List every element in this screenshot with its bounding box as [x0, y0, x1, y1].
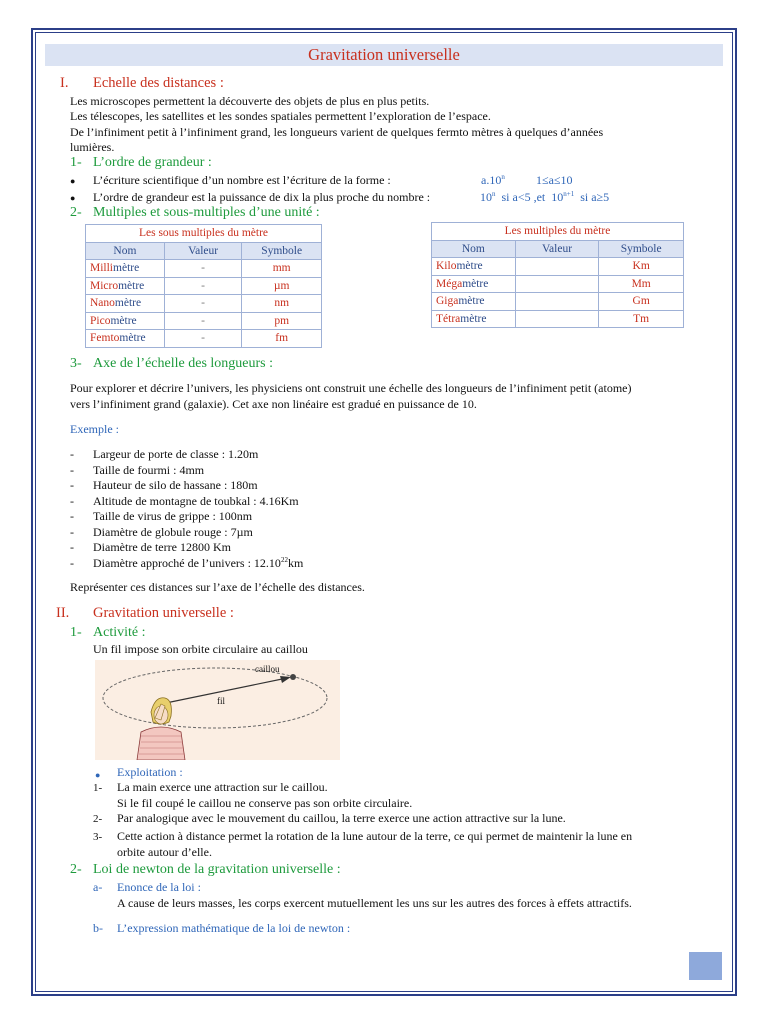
subsection-1-title: L’ordre de grandeur :	[93, 155, 212, 170]
unit-value	[515, 258, 599, 276]
example-label: Exemple :	[70, 422, 119, 436]
unit-value: -	[164, 312, 242, 330]
list-item: Diamètre de globule rouge : 7µm	[93, 525, 253, 539]
exploitation-item-1-line-1: La main exerce une attraction sur le caillou.	[117, 780, 328, 794]
unit-symbol: Km	[599, 258, 684, 276]
table-row	[86, 330, 322, 348]
page-title: Gravitation universelle	[45, 44, 723, 66]
item-number: 1-	[93, 782, 103, 794]
closing-instruction: Représenter ces distances sur l’axe de l’échelle des distances.	[70, 580, 365, 594]
list-dash: -	[70, 447, 74, 461]
subsection-2-1-title: Activité :	[93, 625, 146, 640]
unit-name: Picomètre	[86, 312, 165, 330]
list-item: Altitude de montagne de toubkal : 4.16Km	[93, 494, 299, 508]
multiples-table	[431, 222, 684, 328]
orbit-drawing	[95, 660, 340, 760]
unit-name: Mégamètre	[432, 275, 516, 293]
exploitation-item-3-line-2: orbite autour d’elle.	[117, 845, 212, 859]
subitem-b-number: b-	[93, 921, 103, 935]
bullet-icon: ●	[70, 193, 76, 203]
law-statement-text: A cause de leurs masses, les corps exercent mutuellement les uns sur les autres des forces à effets attractifs.	[117, 896, 632, 910]
submultiples-table	[85, 224, 322, 348]
exploitation-item-1-line-2: Si le fil coupé le caillou ne conserve pas son orbite circulaire.	[117, 796, 413, 810]
fil-label: fil	[217, 696, 225, 706]
scientific-notation-condition: 1≤a≤10	[536, 173, 573, 187]
unit-symbol: fm	[242, 330, 322, 348]
activity-intro: Un fil impose son orbite circulaire au caillou	[93, 642, 308, 656]
unit-name: Kilomètre	[432, 258, 516, 276]
scientific-notation-formula: a.10$^n$	[481, 173, 505, 187]
exploitation-item-2-line-1: Par analogique avec le mouvement du caillou, la terre exerce une action attractive sur la lune.	[117, 811, 566, 825]
item-number: 3-	[93, 831, 103, 843]
table-row	[432, 293, 684, 311]
scale-paragraph-line-2: vers l’infiniment grand (galaxie). Cet axe non linéaire est gradué en puissance de 10.	[70, 397, 477, 411]
caillou-label: caillou	[255, 664, 280, 674]
subitem-a-number: a-	[93, 880, 103, 894]
scientific-notation-text: L’écriture scientifique d’un nombre est l’écriture de la forme :	[93, 173, 391, 187]
list-item: Largeur de porte de classe : 1.20m	[93, 447, 259, 461]
intro-line-4: lumières.	[70, 140, 115, 154]
unit-symbol: nm	[242, 295, 322, 313]
table-header: Nom	[86, 242, 165, 260]
orbit-illustration	[95, 660, 340, 760]
table-header: Symbole	[242, 242, 322, 260]
list-dash: -	[70, 540, 74, 554]
unit-name: Nanomètre	[86, 295, 165, 313]
intro-line-1: Les microscopes permettent la découverte des objets de plus en plus petits.	[70, 94, 430, 108]
unit-value: -	[164, 277, 242, 295]
list-item: Taille de fourmi : 4mm	[93, 463, 205, 477]
bullet-icon: ●	[70, 176, 76, 186]
unit-symbol: pm	[242, 312, 322, 330]
unit-value	[515, 275, 599, 293]
list-item: Hauteur de silo de hassane : 180m	[93, 478, 258, 492]
subsection-3-title: Axe de l’échelle des longueurs :	[93, 356, 273, 371]
table-caption: Les multiples du mètre	[432, 223, 684, 241]
subsection-2-2-number: 2-	[70, 862, 82, 877]
unit-symbol: Mm	[599, 275, 684, 293]
order-of-magnitude-formula: 10$^n$ si a<5 ,et $10^{n+1}$ si a≥5	[480, 190, 610, 204]
item-number: 2-	[93, 813, 103, 825]
unit-value: -	[164, 330, 242, 348]
subsection-1-number: 1-	[70, 155, 82, 170]
list-item: Diamètre approché de l’univers : 12.10$^{22}$km	[93, 556, 304, 570]
subsection-3-number: 3-	[70, 356, 82, 371]
scale-paragraph-line-1: Pour explorer et décrire l’univers, les physiciens ont construit une échelle des longueurs de l’infiniment petit (atome)	[70, 381, 632, 395]
list-dash: -	[70, 478, 74, 492]
unit-value	[515, 293, 599, 311]
law-expression-title: L’expression mathématique de la loi de newton :	[117, 921, 351, 935]
section-2-number: II.	[56, 605, 70, 621]
exploitation-label: Exploitation :	[117, 765, 183, 779]
table-row	[86, 277, 322, 295]
subsection-2-1-number: 1-	[70, 625, 82, 640]
table-row	[432, 275, 684, 293]
unit-name: Tétramètre	[432, 310, 516, 328]
unit-name: Micromètre	[86, 277, 165, 295]
table-header: Valeur	[515, 240, 599, 258]
unit-name: Femtomètre	[86, 330, 165, 348]
section-2-title: Gravitation universelle :	[93, 605, 234, 621]
order-of-magnitude-text: L’ordre de grandeur est la puissance de dix la plus proche du nombre :	[93, 190, 431, 204]
unit-name: Millimètre	[86, 260, 165, 278]
table-row	[432, 258, 684, 276]
table-caption: Les sous multiples du mètre	[86, 225, 322, 243]
list-dash: -	[70, 509, 74, 523]
unit-value	[515, 310, 599, 328]
table-row	[86, 260, 322, 278]
table-header: Valeur	[164, 242, 242, 260]
table-row	[86, 295, 322, 313]
unit-value: -	[164, 260, 242, 278]
unit-value: -	[164, 295, 242, 313]
list-dash: -	[70, 494, 74, 508]
list-item: Diamètre de terre 12800 Km	[93, 540, 231, 554]
subsection-2-2-title: Loi de newton de la gravitation universelle :	[93, 862, 341, 877]
unit-symbol: Gm	[599, 293, 684, 311]
subsection-2-title: Multiples et sous-multiples d’une unité :	[93, 205, 320, 220]
exploitation-item-3-line-1: Cette action à distance permet la rotation de la lune autour de la terre, ce qui permet de maintenir la lune en	[117, 829, 633, 843]
list-dash: -	[70, 463, 74, 477]
unit-symbol: µm	[242, 277, 322, 295]
unit-symbol: mm	[242, 260, 322, 278]
table-header: Symbole	[599, 240, 684, 258]
subsection-2-number: 2-	[70, 205, 82, 220]
table-row	[86, 312, 322, 330]
section-1-number: I.	[60, 75, 69, 91]
list-item: Taille de virus de grippe : 100nm	[93, 509, 253, 523]
section-1-title: Echelle des distances :	[93, 75, 224, 91]
intro-line-3: De l’infiniment petit à l’infiniment grand, les longueurs varient de quelques fermto mètres à quelques d’années	[70, 125, 604, 139]
law-statement-title: Enonce de la loi :	[117, 880, 201, 894]
unit-symbol: Tm	[599, 310, 684, 328]
page-corner-tab	[689, 952, 722, 980]
unit-name: Gigamètre	[432, 293, 516, 311]
bullet-icon: ●	[95, 770, 101, 780]
list-dash: -	[70, 556, 74, 570]
table-row	[432, 310, 684, 328]
table-header: Nom	[432, 240, 516, 258]
intro-line-2: Les télescopes, les satellites et les sondes spatiales permettent l’exploration de l’espace.	[70, 109, 491, 123]
list-dash: -	[70, 525, 74, 539]
